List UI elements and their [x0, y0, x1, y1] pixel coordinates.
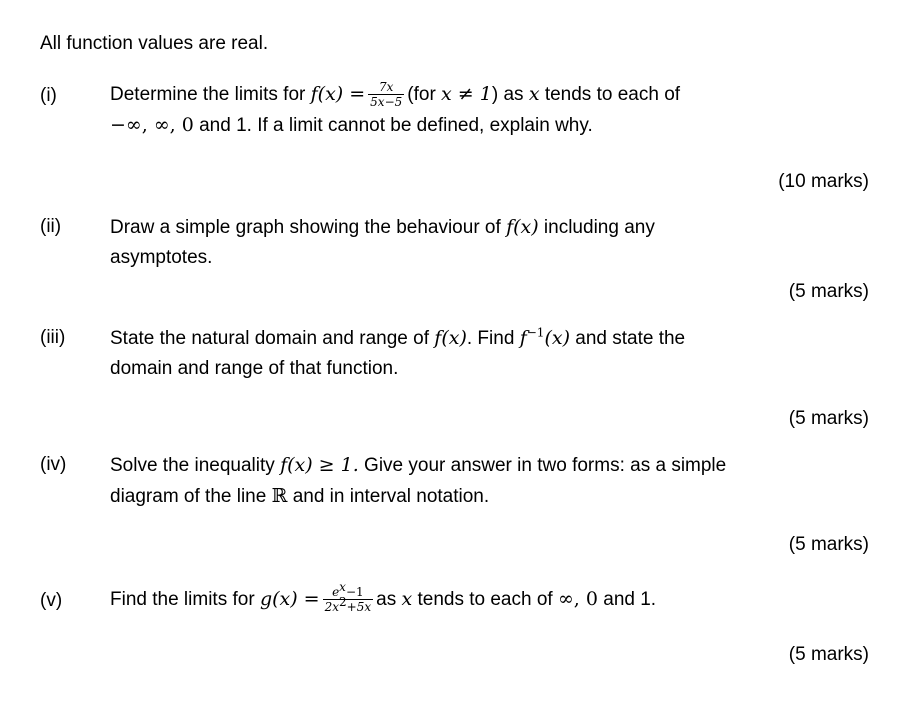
- question-4-text-b: Give your answer in two forms: as a simple: [364, 455, 727, 476]
- question-5-num-e: e: [332, 585, 340, 600]
- question-5-num-sup: x: [339, 580, 346, 595]
- question-3-finv-f: f: [519, 327, 527, 349]
- question-5-text: [110, 580, 850, 615]
- question-5-text-c: tends to each of: [417, 589, 553, 610]
- question-5-text-b: as: [376, 589, 397, 610]
- question-5-den-sup: 2: [339, 595, 347, 610]
- question-4-marks: (5 marks): [788, 534, 869, 555]
- question-5-gx: g(x) =: [259, 588, 320, 610]
- question-4-label: (iv): [40, 454, 67, 475]
- question-5-text-a: Find the limits for: [110, 589, 255, 610]
- question-2-text: [110, 212, 850, 273]
- question-2-text-b: including any: [543, 217, 655, 238]
- question-1-text-a: Determine the limits for: [110, 84, 306, 105]
- question-1-marks: (10 marks): [778, 171, 869, 192]
- question-3-label: (iii): [40, 327, 66, 348]
- question-1-line-1: [110, 79, 850, 110]
- question-1-line2-math: −∞, ∞, 0: [110, 114, 194, 136]
- question-1-label: (i): [40, 85, 57, 106]
- question-2-marks: (5 marks): [788, 281, 869, 302]
- question-5-text-d: and 1.: [603, 589, 657, 610]
- question-5-num-minus-one: −1: [345, 585, 364, 600]
- question-3-finv: [520, 327, 570, 349]
- question-1-frac-num: 7x: [368, 80, 404, 95]
- question-4-line-1: [110, 450, 850, 481]
- question-5-values: ∞, 0: [557, 588, 598, 610]
- question-5-frac-num: [323, 580, 374, 600]
- question-1-frac-den: 5x−5: [370, 95, 403, 110]
- question-3-line-1: [110, 323, 850, 354]
- question-3-line-2: domain and range of that function.: [110, 358, 399, 379]
- question-3-text-a: State the natural domain and range of: [110, 328, 430, 349]
- question-2-line-1: [110, 212, 850, 243]
- question-4-line-2: [110, 481, 850, 512]
- question-4-inequality: f(x) ≥ 1.: [280, 454, 359, 476]
- question-5-frac-den: [323, 595, 374, 615]
- question-2-label: (ii): [40, 216, 62, 237]
- question-5-den-5x: +5x: [346, 600, 372, 615]
- question-1-text-d: tends to each of: [544, 84, 681, 105]
- question-2-text-a: Draw a simple graph showing the behaviour of: [110, 217, 501, 238]
- question-3-text: [110, 323, 850, 384]
- question-3-text-c: and state the: [575, 328, 686, 349]
- question-4-reals-symbol: ℝ: [271, 485, 288, 507]
- question-1-text-c: ) as: [491, 84, 524, 105]
- question-4-text: [110, 450, 850, 512]
- question-2-line-2: asymptotes.: [110, 247, 213, 268]
- question-3-marks: (5 marks): [788, 408, 869, 429]
- question-3-finv-x: (x): [544, 327, 570, 349]
- question-4-line2-a: diagram of the line: [110, 486, 267, 507]
- question-5-fraction: [323, 580, 374, 615]
- question-1-fraction: [368, 80, 404, 109]
- question-1-line-2: [110, 110, 850, 141]
- question-5-den-2x: 2x: [324, 600, 340, 615]
- question-5-var: x: [401, 588, 413, 610]
- question-1-fx: f(x) =: [310, 83, 366, 105]
- question-4-line2-b: and in interval notation.: [292, 486, 490, 507]
- question-5-line-1: [110, 580, 850, 615]
- question-3-finv-sup: −1: [526, 325, 545, 340]
- question-4-text-a: Solve the inequality: [110, 455, 275, 476]
- intro-text: All function values are real.: [40, 33, 269, 54]
- question-3-text-b: . Find: [466, 328, 515, 349]
- question-5-marks: (5 marks): [788, 644, 869, 665]
- question-5-label: (v): [40, 590, 63, 611]
- question-3-fx: f(x): [434, 327, 467, 349]
- question-1-var: x: [528, 83, 540, 105]
- question-1-text: [110, 79, 850, 141]
- question-1-text-b: (for: [407, 84, 436, 105]
- question-1-condition: x ≠ 1: [441, 83, 492, 105]
- question-1-line2-text: and 1. If a limit cannot be defined, explain why.: [199, 115, 593, 136]
- question-2-fx: f(x): [506, 216, 539, 238]
